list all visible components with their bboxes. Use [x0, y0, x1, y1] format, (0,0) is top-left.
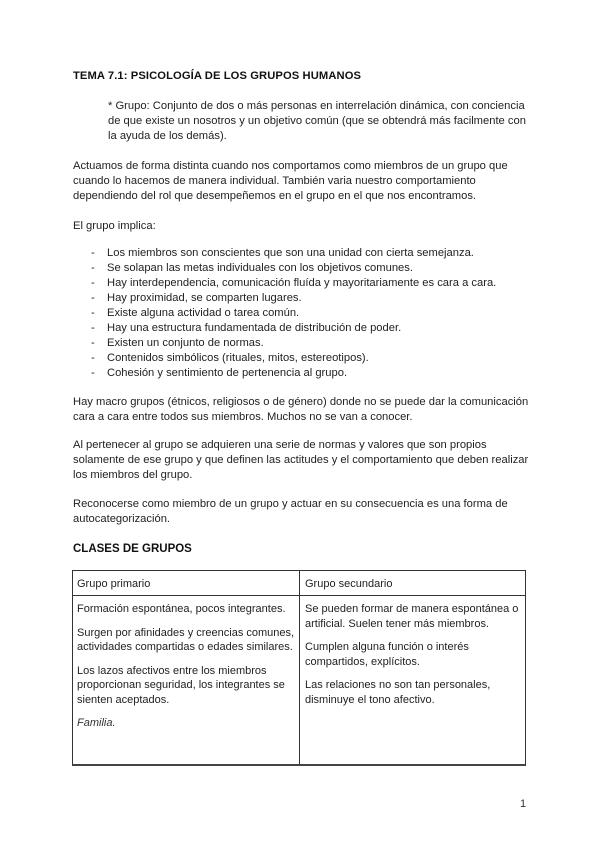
- header-secondary-group: Grupo secundario: [305, 578, 393, 590]
- secondary-trait: Cumplen alguna función o interés compartidos, explícitos.: [305, 641, 469, 668]
- dash-bullet: -: [91, 307, 95, 319]
- secondary-group-cell: [305, 602, 523, 716]
- dash-bullet: -: [91, 262, 95, 274]
- primary-trait: Formación espontánea, pocos integrantes.: [77, 603, 286, 615]
- group-definition: * Grupo: Conjunto de dos o más personas en interrelación dinámica, con conciencia de que existe un nosotros y un objetivo común (que se obtendrá más facilmente con la ayuda de los demás).: [108, 100, 526, 142]
- section-title: CLASES DE GRUPOS: [73, 543, 192, 555]
- list-item: - Los miembros son conscientes que son una unidad con cierta semejanza.: [91, 247, 474, 259]
- paragraph-self-categorization: Reconocerse como miembro de un grupo y actuar en su consecuencia es una forma de autocategorización.: [73, 498, 508, 525]
- document-title: TEMA 7.1: PSICOLOGÍA DE LOS GRUPOS HUMANOS: [73, 70, 362, 82]
- header-divider: [73, 595, 525, 596]
- paragraph-behavior: Actuamos de forma distinta cuando nos comportamos como miembros de un grupo que cuando lo hacemos de manera individual. También varia nuestro comportamiento dependiendo del rol que desempeñemos en el grupo en el que nos encontramos.: [73, 160, 508, 202]
- secondary-trait: Se pueden formar de manera espontánea o artificial. Suelen tener más miembros.: [305, 603, 519, 630]
- dash-bullet: -: [91, 292, 95, 304]
- primary-trait: Los lazos afectivos entre los miembros proporcionan seguridad, los integrantes se sienten aceptados.: [77, 664, 285, 706]
- page-number: 1: [520, 798, 527, 810]
- dash-bullet: -: [91, 247, 95, 259]
- list-item: - Existe alguna actividad o tarea común.: [91, 307, 300, 319]
- group-implications-list: [73, 246, 496, 381]
- paragraph-macro-groups: Hay macro grupos (étnicos, religiosos o de género) donde no se puede dar la comunicación cara a cara entre todos sus miembros. Muchos no se van a conocer.: [73, 396, 529, 423]
- group-types-table: [72, 570, 526, 766]
- list-item: - Cohesión y sentimiento de pertenencia al grupo.: [91, 367, 348, 379]
- header-primary-group: Grupo primario: [77, 578, 151, 590]
- list-intro: El grupo implica:: [73, 220, 156, 232]
- primary-group-cell: [77, 602, 295, 740]
- list-item: - Hay una estructura fundamentada de distribución de poder.: [91, 322, 402, 334]
- secondary-trait: Las relaciones no son tan personales, disminuye el tono afectivo.: [305, 679, 491, 706]
- dash-bullet: -: [91, 367, 95, 379]
- column-divider: [299, 571, 300, 764]
- dash-bullet: -: [91, 337, 95, 349]
- primary-example: Familia.: [77, 717, 116, 729]
- list-item: - Hay proximidad, se comparten lugares.: [91, 292, 302, 304]
- dash-bullet: -: [91, 352, 95, 364]
- dash-bullet: -: [91, 277, 95, 289]
- list-item: - Hay interdependencia, comunicación fluída y mayoritariamente es cara a cara.: [91, 277, 497, 289]
- list-item: - Existen un conjunto de normas.: [91, 337, 264, 349]
- paragraph-norms: Al pertenecer al grupo se adquieren una serie de normas y valores que son propios solamente de ese grupo y que definen las actitudes y el comportamiento que deben realizar los miembros del grupo.: [73, 439, 529, 481]
- list-item: - Se solapan las metas individuales con los objetivos comunes.: [91, 262, 413, 274]
- primary-trait: Surgen por afinidades y creencias comunes, actividades compartidas o edades similares.: [77, 626, 295, 653]
- dash-bullet: -: [91, 322, 95, 334]
- list-item: - Contenidos simbólicos (rituales, mitos, estereotipos).: [91, 352, 369, 364]
